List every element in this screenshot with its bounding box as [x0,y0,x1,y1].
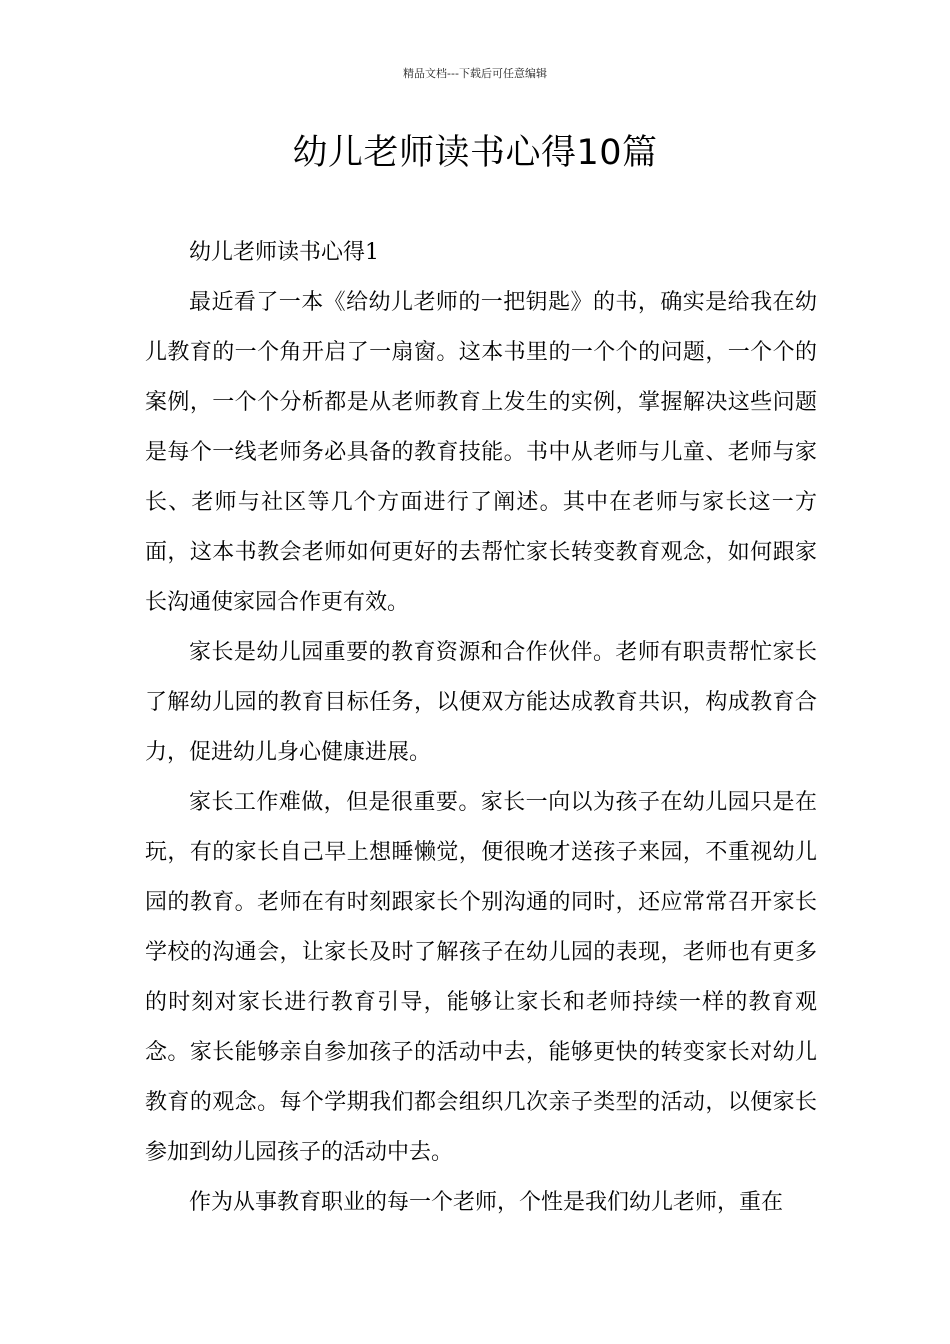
section-heading: 幼儿老师读书心得1 [189,240,379,265]
paragraph: 作为从事教育职业的每一个老师，个性是我们幼儿老师，重在 [189,1190,784,1215]
document-title: 幼儿老师读书心得10篇 [292,133,658,173]
paragraph: 家长是幼儿园重要的教育资源和合作伙伴。老师有职责帮忙家长了解幼儿园的教育目标任务，以便双方能达成教育共识，构成教育合力，促进幼儿身心健康进展。 [145,640,817,765]
paragraph: 最近看了一本《给幼儿老师的一把钥匙》的书，确实是给我在幼儿教育的一个角开启了一扇窗。这本书里的一个个的问题，一个个的案例，一个个分析都是从老师教育上发生的实例，掌握解决这些问题是每个一线老师务必具备的教育技能。书中从老师与儿童、老师与家长、老师与社区等几个方面进行了阐述。其中在老师与家长这一方面，这本书教会老师如何更好的去帮忙家长转变教育观念，如何跟家长沟通使家园合作更有效。 [145,290,817,615]
document-body [145,228,817,1228]
paragraph: 家长工作难做，但是很重要。家长一向以为孩子在幼儿园只是在玩，有的家长自己早上想睡懒觉，便很晚才送孩子来园，不重视幼儿园的教育。老师在有时刻跟家长个别沟通的同时，还应常常召开家长学校的沟通会，让家长及时了解孩子在幼儿园的表现，老师也有更多的时刻对家长进行教育引导，能够让家长和老师持续一样的教育观念。家长能够亲自参加孩子的活动中去，能够更快的转变家长对幼儿教育的观念。每个学期我们都会组织几次亲子类型的活动，以便家长参加到幼儿园孩子的活动中去。 [145,790,817,1165]
document-header-note: 精品文档---下载后可任意编辑 [403,67,547,80]
